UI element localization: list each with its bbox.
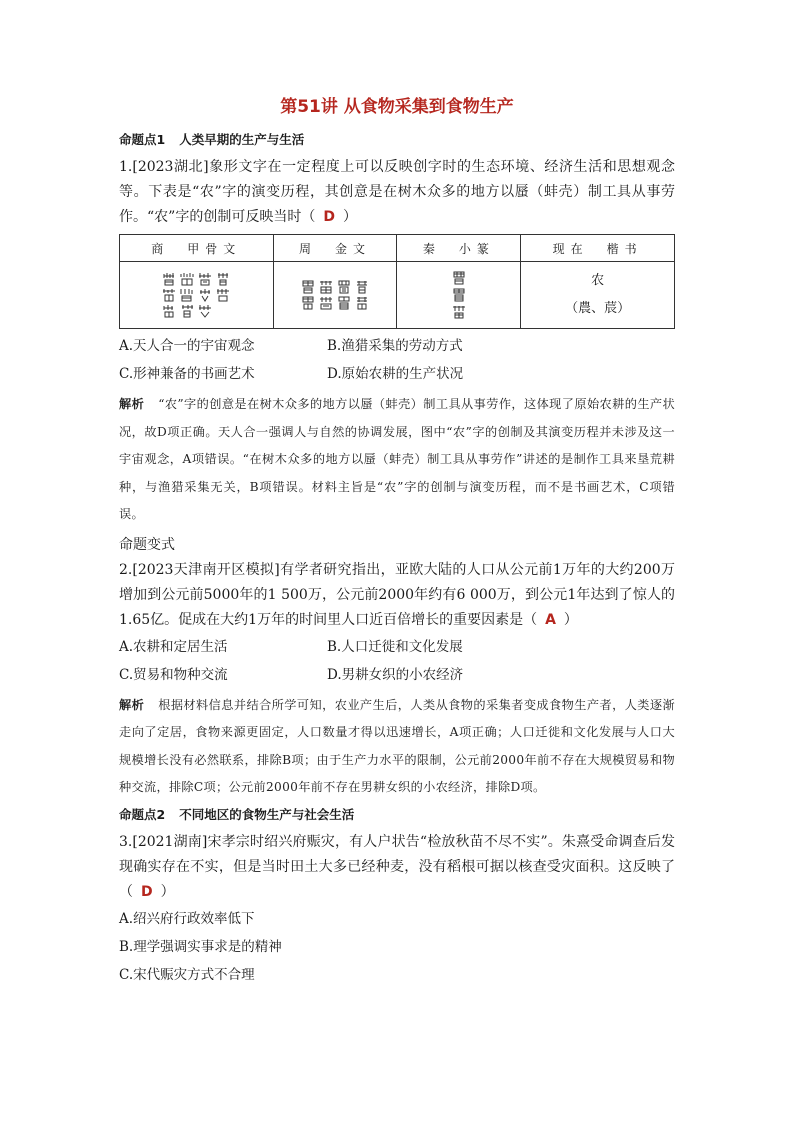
- options-q1: [119, 332, 675, 388]
- question-text: 宋孝宗时绍兴府赈灾，有人户状告“检放秋苗不尽不实”。朱熹受命调查后发现确实存在不实，但是当时田土大多已经种麦，没有稻根可据以核查受灾面积。这反映了（: [119, 833, 676, 900]
- bronze-glyph-icon: [355, 296, 369, 310]
- bronze-glyph-icon: [319, 296, 333, 310]
- option-d: D.原始农耕的生产状况: [327, 366, 464, 382]
- oracle-glyph-icon: [198, 288, 212, 302]
- regular-script-character: 农: [591, 273, 605, 288]
- question-source: [2023湖北]: [132, 159, 209, 175]
- bronze-glyph-icon: [337, 280, 351, 294]
- table-header-cell: 周 金文: [273, 235, 397, 262]
- bronze-glyphs: [301, 280, 369, 310]
- oracle-glyph-icon: [162, 288, 176, 302]
- regular-script-variants: （農、莀）: [565, 301, 631, 316]
- question-close-paren: ）: [342, 209, 357, 225]
- section-label: 命题点1: [119, 132, 166, 147]
- section-text: 人类早期的生产与生活: [179, 132, 305, 147]
- section-heading-2: [119, 806, 675, 824]
- option-b: B.理学强调实事求是的精神: [119, 938, 282, 955]
- bronze-glyph-icon: [301, 296, 315, 310]
- bronze-glyph-icon: [301, 280, 315, 294]
- answer-letter: D: [141, 883, 153, 900]
- question-close-paren: ）: [160, 883, 175, 900]
- oracle-bone-glyphs: [162, 272, 230, 318]
- oracle-glyph-icon: [180, 272, 194, 286]
- question-source: [2021湖南]: [132, 833, 208, 850]
- seal-script-glyphs-cell: [397, 262, 521, 329]
- analysis-q2: [119, 692, 675, 802]
- bronze-glyph-icon: [355, 280, 369, 294]
- oracle-glyph-icon: [216, 272, 230, 286]
- oracle-glyph-icon: [180, 304, 194, 318]
- character-evolution-table: [119, 234, 675, 329]
- options-q2: [119, 633, 675, 689]
- regular-script-cell: [521, 262, 675, 329]
- oracle-glyph-icon: [162, 272, 176, 286]
- oracle-glyph-icon: [198, 304, 212, 318]
- option-c: C.宋代赈灾方式不合理: [119, 966, 255, 983]
- answer-letter: A: [545, 611, 556, 628]
- question-number: 1.: [119, 159, 133, 175]
- options-q3: [119, 905, 675, 989]
- option-b: B.渔猎采集的劳动方式: [327, 338, 463, 354]
- analysis-text: “农”字的创意是在树木众多的地方以蜃（蚌壳）制工具从事劳作，这体现了原始农耕的生产状况，故D项正确。天人合一强调人与自然的协调发展，图中“农”字的创制及其演变历程并未涉及这一宇宙观念，A项错误。“在树木众多的地方以蜃（蚌壳）制工具从事劳作”讲述的是制作工具来垦荒耕种，与渔猎采集无关，B项错误。材料主旨是“农”字的创制与演变历程，而不是书画艺术，C项错误。: [119, 397, 675, 521]
- question-3: [119, 830, 675, 905]
- question-text: 象形文字在一定程度上可以反映创字时的生态环境、经济生活和思想观念等。下表是“农”字的演变历程，其创意是在树木众多的地方以蜃（蚌壳）制工具从事劳作。“农”字的创制可反映当时（: [119, 159, 675, 225]
- question-close-paren: ）: [563, 611, 578, 628]
- table-header-cell: 秦 小篆: [397, 235, 521, 262]
- option-d: D.男耕女织的小农经济: [327, 666, 464, 683]
- option-b: B.人口迁徙和文化发展: [327, 638, 463, 655]
- bronze-glyph-icon: [319, 280, 333, 294]
- analysis-label: 解析: [119, 697, 145, 712]
- option-a: A.天人合一的宇宙观念: [119, 338, 255, 354]
- answer-letter: D: [323, 209, 335, 225]
- question-1: [119, 155, 675, 230]
- bronze-glyph-icon: [337, 296, 351, 310]
- seal-script-glyphs: [452, 271, 466, 319]
- bronze-glyphs-cell: [273, 262, 397, 329]
- question-source: [2023天津南开区模拟]: [132, 561, 280, 578]
- oracle-glyph-icon: [198, 272, 212, 286]
- question-number: 3.: [119, 833, 133, 850]
- oracle-glyph-icon: [162, 304, 176, 318]
- section-label: 命题点2: [119, 806, 166, 822]
- question-number: 2.: [119, 561, 133, 578]
- option-a: A.农耕和定居生活: [119, 638, 228, 655]
- option-c: C.贸易和物种交流: [119, 666, 228, 683]
- analysis-label: 解析: [119, 397, 145, 411]
- question-text: 有学者研究指出，亚欧大陆的人口从公元前1万年的大约200万增加到公元前5000年的1 500万，公元前2000年约有6 000万，到公元1年达到了惊人的1.65亿。促成在大约1万年的时间里人口近百倍增长的重要因素是（: [119, 561, 675, 628]
- table-row: [120, 262, 675, 329]
- seal-glyph-icon: [452, 271, 466, 285]
- section-heading-1: [119, 131, 675, 149]
- section-text: 不同地区的食物生产与社会生活: [179, 806, 355, 822]
- option-a: A.绍兴府行政效率低下: [119, 910, 255, 927]
- variant-heading: 命题变式: [119, 536, 175, 553]
- analysis-q1: [119, 391, 675, 529]
- seal-glyph-icon: [452, 288, 466, 302]
- seal-glyph-icon: [452, 305, 466, 319]
- option-c: C.形神兼备的书画艺术: [119, 366, 255, 382]
- oracle-bone-glyphs-cell: [120, 262, 274, 329]
- page-title: 第51讲 从食物采集到食物生产: [280, 97, 514, 117]
- table-header-cell: 现在 楷书: [521, 235, 675, 262]
- table-header-row: [120, 235, 675, 262]
- question-2: [119, 558, 675, 633]
- oracle-glyph-icon: [180, 288, 194, 302]
- document-page: [119, 96, 675, 989]
- analysis-text: 根据材料信息并结合所学可知，农业产生后，人类从食物的采集者变成食物生产者，人类逐渐走向了定居，食物来源更固定，人口数量才得以迅速增长，A项正确；人口迁徙和文化发展与人口大规模增长没有必然联系，排除B项；由于生产力水平的限制，公元前2000年前不存在大规模贸易和物种交流，排除C项；公元前2000年前不存在男耕女织的小农经济，排除D项。: [119, 697, 675, 794]
- oracle-glyph-icon: [216, 288, 230, 302]
- table-header-cell: 商 甲骨文: [120, 235, 274, 262]
